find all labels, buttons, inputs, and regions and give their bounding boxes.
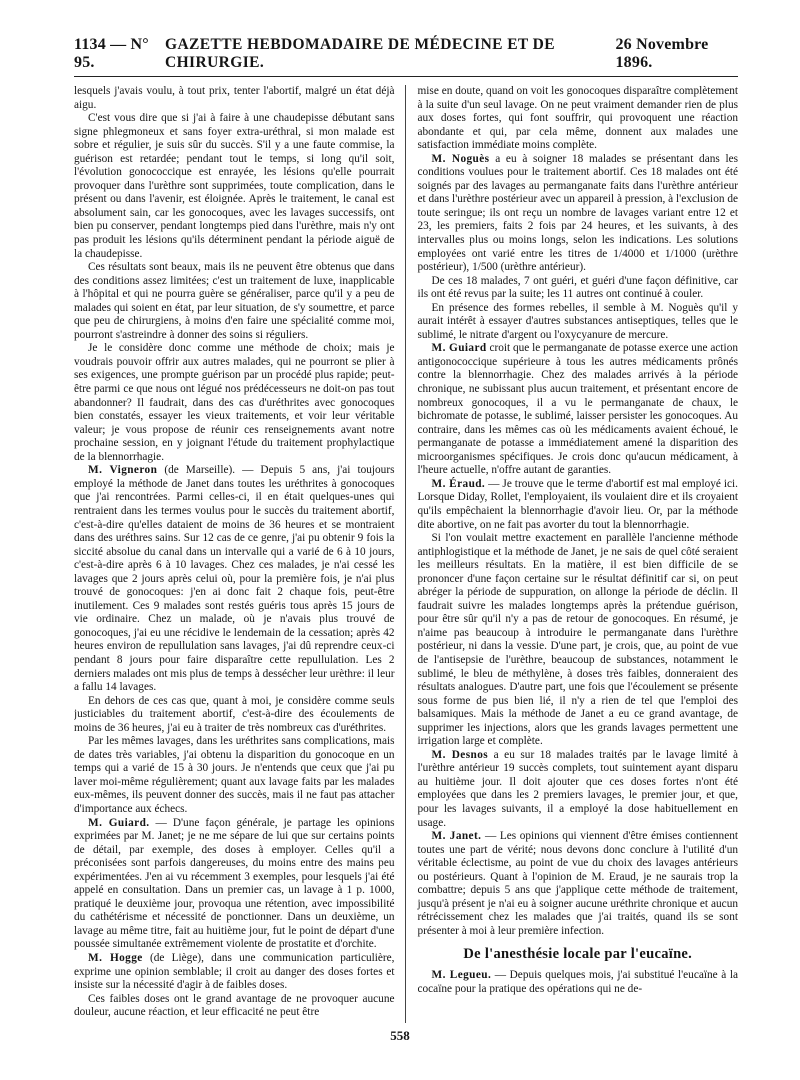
- left-column: [74, 85, 405, 1023]
- speaker-text: (de Marseille). — Depuis 5 ans, j'ai toujours employé la méthode de Janet dans toutes les uréthrites à gonocoques que j'ai rencontrées. Parmi celles-ci, il en était quelques-unes qui rentraient dans les termes voulus pour le succès du traitement abortif, c'est-à-dire qu'elles dataient de moins de 36 heures et se montraient dans des uréthres sains. Sur 12 cas de ce genre, j'ai pu obtenir 9 fois la siccité absolue du canal dans un intervalle qui a varié de 6 à 10 jours, c'est-à-dire après 6 à 10 lavages. Chez ces malades, je n'ai cessé les lavages que 2 jours après celui où, pour la première fois, je n'ai plus trouvé de gonocoques: j'en ai donc fait 2 chaque fois, peut-être inutilement. Ces 9 malades sont restés guéris tous après 15 jours de vie ordinaire. Chez un malade, où je n'avais plus trouvé de gonocoques, j'ai eu une récidive le lendemain de la cessation; après 42 heures environ de repullulation sans lavages, j'ai dû reprendre ceux-ci pendant 8 jours pour faire disparaître cette repullulation. Les 2 derniers malades ont mis plus de temps à dessécher leur urèthre: il leur a fallu 14 lavages.: [74, 464, 395, 694]
- speaker-paragraph: [418, 478, 739, 532]
- speaker-name: M. Desnos: [431, 748, 489, 761]
- speaker-paragraph: [418, 342, 739, 477]
- section-heading: De l'anesthésie locale par l'eucaïne.: [463, 946, 693, 963]
- speaker-name: M. Legueu.: [431, 969, 492, 981]
- paragraph: mise en doute, quand on voit les gonocoques disparaître complètement à la suite d'un seul lavage. On ne peut vraiment demander rien de plus aux doses fortes, qui font souffrir, qui provoquent une réaction abondante et qui, par cela même, donnent aux malades une satisfaction immédiate moins complète.: [417, 85, 738, 152]
- speaker-name: M. Guiard: [431, 342, 487, 355]
- speaker-text: (de Liège), dans une communication particulière, exprime une opinion semblable; il croit au danger des doses fortes et insiste sur la nécessité d'agir à de faibles doses.: [74, 952, 395, 992]
- right-column: [405, 85, 739, 1023]
- speaker-text: a eu à soigner 18 malades se présentant dans les conditions voulues pour le traitement abortif. Ces 18 malades ont été soignés par des lavages au permanganate faits dans l'urèthre antérieur et dans l'urèthre postérieur avec un appareil à pression, à l'exclusion de toute seringue; ils ont reçu un nombre de lavages variant entre 12 et 23, les premiers, faits 2 fois par 24 heures, et les suivants, à des intervalles plus ou moins longs, selon les indications. Les solutions employées ont varié entre les titres de 1/4000 et 1/1000 (urèthre postérieur), 1/500 (urèthre antérieur).: [417, 152, 738, 274]
- speaker-name: M. Éraud.: [431, 477, 486, 490]
- speaker-name: M. Noguès: [431, 152, 490, 165]
- speaker-paragraph: [418, 153, 739, 275]
- page-number: 558: [390, 1028, 410, 1043]
- paragraph: C'est vous dire que si j'ai à faire à une chaudepisse débutant sans signe phlegmoneux et sans foyer extra-uréthral, si mon malade est sobre et régulier, je suis sûr du succès. S'il y a une faute commise, la guérison est retardée; pendant tout le temps, si long qu'il soit, l'évolution gonococcique est enrayée, les lésions qu'elle pourrait provoquer dans l'urèthre sont supprimées, toute complication, dans le présent ou dans l'avenir, est éloignée. Après le traitement, le canal est absolument sain, car les gonocoques, avec les lavages successifs, ont bien pu conserver, pendant longtemps pied dans l'urèthre, mais n'y ont pas produit les lésions qu'ils déterminent pendant la période aiguë de la chaudepisse.: [74, 112, 395, 260]
- speaker-paragraph: [418, 969, 739, 996]
- speaker-text: croit que le permanganate de potasse exerce une action antigonococcique supérieure à tous les autres médicaments prônés contre la blennorrhagie. Chez des malades arrivés à la période chronique, ne subissant plus aucun traitement, et présentant encore de nombreux gonocoques, il a vu le permanganate de chaux, le bichromate de potasse, le sublimé, laisser persister les gonocoques. Au contraire, dans les mêmes cas où les médicaments avaient échoué, le permanganate de potasse a immédiatement amené la disparition des microorganismes spécifiques. Je crois donc qu'aucun médicament, à l'heure actuelle, n'offre autant de garanties.: [417, 342, 738, 477]
- page-and-issue-number: 1134 — N° 95.: [74, 36, 149, 71]
- speaker-name: M. Vigneron: [88, 464, 158, 477]
- issue-date: 26 Novembre 1896.: [615, 36, 709, 71]
- speaker-paragraph: [418, 830, 739, 938]
- speaker-paragraph: [74, 817, 395, 952]
- running-header: [74, 36, 738, 77]
- speaker-paragraph: [74, 464, 395, 694]
- paragraph: lesquels j'avais voulu, à tout prix, tenter l'abortif, malgré un état déjà aigu.: [74, 85, 395, 111]
- paragraph: En présence des formes rebelles, il semble à M. Noguès qu'il y aurait intérêt à essayer d'autres substances antiseptiques, telles que le sublimé, le nitrate d'argent ou l'oxycyanure de mercure.: [417, 301, 738, 341]
- speaker-text: — Je trouve que le terme d'abortif est mal employé ici. Lorsque Diday, Rollet, l'employaient, ils voulaient dire et ils croyaient qu'ils empêchaient la blennorrhagie d'avoir lieu. Or, par la méthode dite abortive, on ne fait pas avorter du tout la blennorrhagie.: [417, 477, 738, 531]
- speaker-paragraph: [74, 952, 395, 993]
- paragraph: De ces 18 malades, 7 ont guéri, et guéri d'une façon définitive, car ils ont été revus par la suite; les 11 autres ont continué à couler.: [417, 274, 738, 301]
- speaker-paragraph: [418, 749, 739, 830]
- two-column-body: [74, 85, 738, 1023]
- speaker-text: — Les opinions qui viennent d'être émises contiennent toutes une part de vérité; nous devons donc conclure à l'utilité d'un véritable éclectisme, au point de vue du choix des lavages antérieurs ou postérieurs. Quant à l'opinion de M. Eraud, je ne saurais trop la combattre; depuis 5 ans que j'applique cette méthode de traitement, jusqu'à présent je n'ai eu à soigner aucune uréthrite chronique et aucun rétrécissement chez les malades que j'ai traités, quand ils se sont présenter à moi à leur première infection.: [417, 830, 738, 937]
- paragraph: Ces faibles doses ont le grand avantage de ne provoquer aucune douleur, aucune réaction, et leur efficacité ne peut être: [74, 992, 395, 1019]
- journal-title: GAZETTE HEBDOMADAIRE DE MÉDECINE ET DE CHIRURGIE.: [165, 36, 555, 71]
- speaker-name: M. Guiard.: [88, 816, 150, 829]
- paragraph: Ces résultats sont beaux, mais ils ne peuvent être obtenus que dans des conditions assez limitées; c'est un traitement de luxe, inapplicable à l'hôpital et qui ne pourra guère se généraliser, parce qu'il y a peu de malades qui soient en état, par leur situation, de s'y soumettre, et parce que peu de chirurgiens, à moins d'en faire une spécialité comme moi, pourront s'astreindre à donner des soins si réguliers.: [74, 261, 395, 341]
- speaker-name: M. Hogge: [88, 952, 143, 964]
- speaker-text: a eu sur 18 malades traités par le lavage limité à l'urèthre antérieur 19 succès complets, tout suintement ayant disparu au huitième jour. Il doit ajouter que ces doses fortes n'ont été employées que dans les 2 premiers lavages, le premier jour, et que, pour les lavages suivants, il a employé la dose habituellement en usage.: [417, 748, 738, 829]
- paragraph: Je le considère donc comme une méthode de choix; mais je voudrais pouvoir offrir aux autres malades, qui ne pourront se plier à ses exigences, une prompte guérison par un procédé plus rapide; peut-être parmi ce que nous ont légué nos prédécesseurs ne doit-on pas tout abandonner? Il faudrait, dans des cas d'uréthrites avec gonocoques bien constatés, essayer les vieux traitements, et voir leur véritable valeur; je vous propose de réunir ces renseignements avant notre prochaine session, en y joignant l'étude du traitement prophylactique de la blennorrhagie.: [74, 342, 395, 463]
- paragraph: Par les mêmes lavages, dans les uréthrites sans complications, mais de dates très variables, j'ai obtenu la disparition du gonocoque en un temps qui a varié de 15 à 30 jours. Je n'entends que ceux que j'ai pu laver moi-même régulièrement; quant aux lavage faits par les malades eux-mêmes, ils peuvent donner des succès, mais il ne faut pas attacher d'importance aux échecs.: [74, 735, 395, 815]
- paragraph: Si l'on voulait mettre exactement en parallèle l'ancienne méthode antiphlogistique et la méthode de Janet, je ne sais de quel côté seraient les meilleurs résultats. En la matière, il est bien difficile de se prononcer d'une façon certaine sur le résultat définitif car si, on peut abréger la période de suppuration, on allonge la période de déclin. Il faudrait suivre les malades longtemps après la prétendue guérison, pour être sûr qu'il n'y a pas de retour de gonocoques. En résumé, je n'aime pas beaucoup à introduire le permanganate dans l'urèthre postérieur, ni dans la vessie. D'une part, je crois, que, au point de vue de l'antisepsie de l'urèthre, beaucoup de substances, notamment le sublimé, le bleu de méthylène, à doses très faibles, donneraient des résultats analogues. D'autre part, une fois que l'écoulement se présente sous forme de pus bien lié, il n'y a rien de tel que l'emploi des balsamiques. Mais la méthode de Janet a eu ce grand avantage, de supprimer les injections, alors que les grands lavages permettent une irrigation large et complète.: [417, 532, 738, 748]
- speaker-text: — D'une façon générale, je partage les opinions exprimées par M. Janet; je ne me sépare de lui que sur certains points de détail, par exemple, des doses à employer. Celles qu'il a préconisées sont parfois dangereuses, du moins entre des mains peu expérimentées. J'en ai vu récemment 3 exemples, pour lesquels j'ai été appelé en consultation. Dans un premier cas, un lavage à 1 p. 1000, pratiqué le deuxième jour, provoqua une rétention, avec impossibilité du cathétérisme et nécessité de ponctionner. Dans un deuxième, un lavage au même titre, fait au huitième jour, fut le point de départ d'une poussée simultanée extrêmement violente de prostatite et d'orchite.: [74, 816, 395, 951]
- speaker-name: M. Janet.: [431, 830, 482, 843]
- paragraph: En dehors de ces cas que, quant à moi, je considère comme seuls justiciables du traitement abortif, c'est-à-dire des écoulements de moins de 36 heures, j'ai eu à traiter de très nombreux cas d'uréthrites.: [74, 694, 395, 734]
- speaker-text: — Depuis quelques mois, j'ai substitué l'eucaïne à la cocaïne pour la pratique des opérations qui ne de-: [417, 969, 738, 995]
